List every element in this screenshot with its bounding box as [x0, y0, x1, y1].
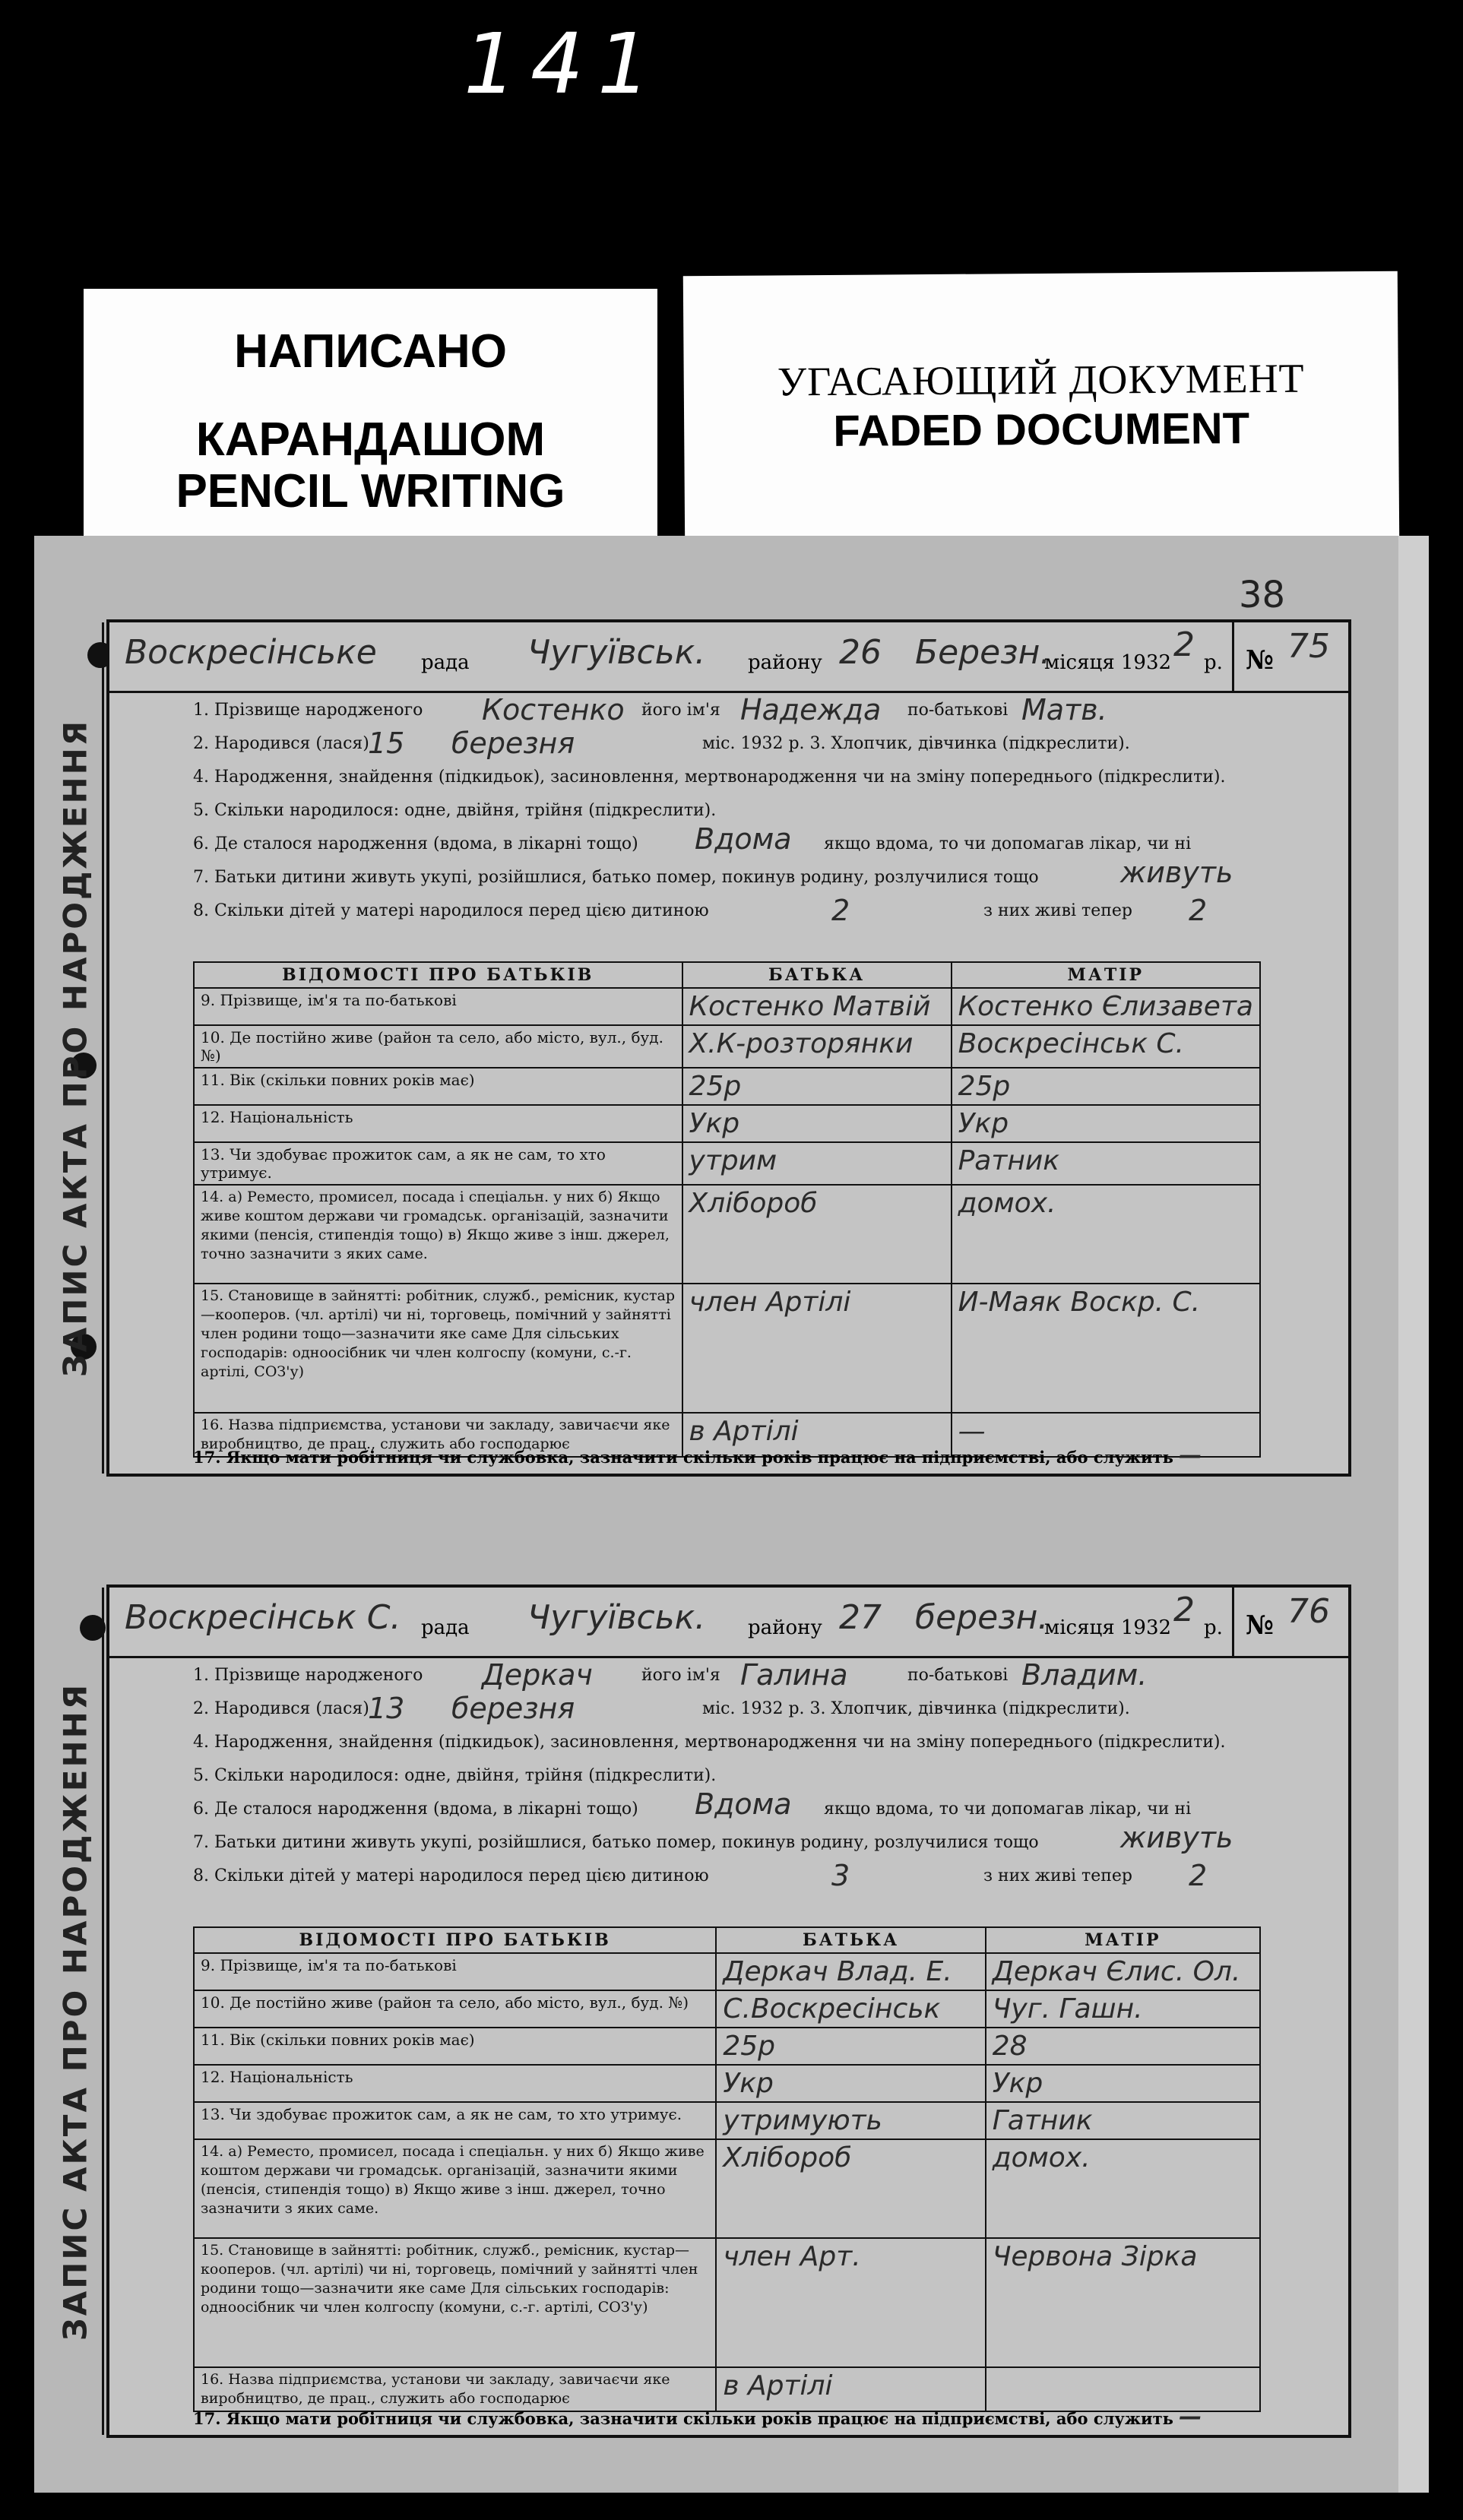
row-label: 10. Де постійно живе (район та село, або місто, вул., буд. №) [194, 1025, 682, 1068]
mother-support: Гатник [986, 2102, 1260, 2139]
day: 26 [839, 633, 882, 672]
row-label: 15. Становище в зайнятті: робітник, служб., ремісник, кустар—кооперов. (чл. артілі) чи ні, торговець, помічний у зайнятті член родини тощо—зазначити яке саме Для сільських господарів: одноосібник чи член колгоспу (комуни, с.-г. артілі, СОЗ'у) [194, 2238, 716, 2367]
mother-status: И-Маяк Воскр. С. [952, 1284, 1260, 1413]
q4-label: 4. Народження, знайдення (підкидьок), засиновлення, мертвонародження чи на зміну попереднього (підкреслити). [193, 1733, 1226, 1752]
mother-name: Деркач Єлис. Ол. [986, 1953, 1260, 1990]
record-header [109, 622, 1348, 693]
father-nationality: Укр [716, 2065, 985, 2102]
row-label: 12. Національність [194, 1105, 682, 1142]
birth-record [56, 1584, 1351, 2438]
record-header [109, 1588, 1348, 1658]
q4-line [109, 1725, 1348, 1759]
q7-line [109, 856, 1348, 894]
village: Воскресінське [125, 633, 377, 672]
q1-line [109, 1658, 1348, 1692]
r-label: р. [1204, 1616, 1223, 1639]
row-label: 9. Прізвище, ім'я та по-батькові [194, 1953, 716, 1990]
raion-value: Чугуївськ. [527, 633, 706, 672]
no-label: № [1246, 645, 1274, 676]
born-month: березня [451, 727, 575, 760]
record-number-box [1232, 622, 1348, 691]
q6-label: 6. Де сталося народження (вдома, в лікарні тощо) [193, 834, 638, 853]
year-digit: 2 [1173, 625, 1195, 664]
surname: Костенко [482, 693, 625, 727]
record-side-label: ЗАПИС АКТА ПРО НАРОДЖЕННЯ [49, 622, 104, 1474]
record-side-label: ЗАПИС АКТА ПРО НАРОДЖЕННЯ [49, 1588, 104, 2435]
card-line: PENCIL WRITING [176, 465, 565, 518]
row-label: 14. а) Реместо, промисел, посада і спеціальн. у них б) Якщо живе коштом держави чи громадськ. організацій, зазначити якими (пенсія, стипендія тощо) в) Якщо живе з інш. джерел, точно зазначити з яких саме. [194, 1185, 682, 1284]
patronymic: Владим. [1021, 1658, 1148, 1692]
q1-label: 1. Прізвище народженого [193, 1666, 423, 1685]
mother-years: — [1179, 1442, 1202, 1469]
born-day: 13 [368, 1692, 405, 1725]
th-father: БАТЬКА [682, 962, 952, 988]
q6b-label: якщо вдома, то чи допомагав лікар, чи ні [824, 1800, 1192, 1819]
q1b-label: його ім'я [641, 701, 720, 720]
q6-label: 6. Де сталося народження (вдома, в лікарні тощо) [193, 1800, 638, 1819]
card-line: FADED DOCUMENT [833, 404, 1250, 456]
q8-label: 8. Скільки дітей у матері народилося перед цією дитиною [193, 901, 709, 920]
mother-occupation: домох. [986, 2139, 1260, 2238]
raion-value: Чугуївськ. [527, 1598, 706, 1637]
row-label: 13. Чи здобуває прожиток сам, а як не сам, то хто утримує. [194, 2102, 716, 2139]
q2-label: 2. Народився (лася) [193, 1699, 369, 1718]
record-number-box [1232, 1588, 1348, 1656]
q1b-label: його ім'я [641, 1666, 720, 1685]
pencil-writing-card [84, 289, 657, 540]
q8-line [109, 1859, 1348, 1892]
th-father: БАТЬКА [716, 1927, 985, 1953]
q7-label: 7. Батьки дитини живуть укупі, розійшлися, батько помер, покинув родину, розлучилися тощо [193, 1833, 1039, 1852]
card-line: КАРАНДАШОМ [195, 413, 546, 466]
q2-line [109, 1692, 1348, 1725]
row-label: 10. Де постійно живе (район та село, або місто, вул., буд. №) [194, 1990, 716, 2028]
row-label: 15. Становище в зайнятті: робітник, служб., ремісник, кустар—кооперов. (чл. артілі) чи ні, торговець, помічний у зайнятті член родини тощо—зазначити яке саме Для сільських господарів: одноосібник чи член колгоспу (комуни, с.-г. артілі, СОЗ'у) [194, 1284, 682, 1413]
birth-place: Вдома [695, 1787, 792, 1821]
father-nationality: Укр [682, 1105, 952, 1142]
q2b-label: міс. 1932 р. 3. Хлопчик, дівчинка (підкреслити). [702, 734, 1130, 753]
q17-label: 17. Якщо мати робітниця чи службовка, зазначити скільки років працює на підприємстві, або служить [193, 2409, 1173, 2428]
children-before: 3 [831, 1859, 850, 1892]
father-age: 25р [682, 1068, 952, 1105]
mother-age: 28 [986, 2028, 1260, 2065]
sheet-edge [1398, 536, 1429, 2493]
rada-label: рада [421, 1616, 470, 1639]
r-label: р. [1204, 651, 1223, 674]
mother-address: Чуг. Гашн. [986, 1990, 1260, 2028]
mother-workplace: — [952, 1413, 1260, 1457]
q8b-label: з них живі тепер [983, 1866, 1132, 1885]
month: березн. [915, 1598, 1049, 1637]
parents-status: живуть [1120, 856, 1233, 889]
father-status: член Артілі [682, 1284, 952, 1413]
mother-years: — [1179, 2404, 1202, 2430]
no-label: № [1246, 1610, 1274, 1641]
born-day: 15 [368, 727, 405, 760]
q2b-label: міс. 1932 р. 3. Хлопчик, дівчинка (підкреслити). [702, 1699, 1130, 1718]
record-number: 75 [1287, 627, 1330, 666]
children-before: 2 [831, 894, 850, 927]
row-label: 16. Назва підприємства, установи чи закладу, завичаєчи яке виробництво, де прац., служить або господарює [194, 1413, 682, 1457]
birth-record [56, 619, 1351, 1477]
father-address: Х.К-розторянки [682, 1025, 952, 1068]
month: Березн. [915, 633, 1051, 672]
q17-line [193, 2404, 1202, 2430]
mother-support: Ратник [952, 1142, 1260, 1185]
q4-line [109, 760, 1348, 793]
q1c-label: по-батькові [907, 701, 1009, 720]
father-occupation: Хлібороб [716, 2139, 985, 2238]
q1-line [109, 693, 1348, 727]
q7-label: 7. Батьки дитини живуть укупі, розійшлися, батько помер, покинув родину, розлучилися тощо [193, 868, 1039, 887]
surname: Деркач [482, 1658, 593, 1692]
th-info: ВІДОМОСТІ ПРО БАТЬКІВ [194, 1927, 716, 1953]
record-number: 76 [1287, 1592, 1330, 1631]
th-info: ВІДОМОСТІ ПРО БАТЬКІВ [194, 962, 682, 988]
row-label: 11. Вік (скільки повних років має) [194, 1068, 682, 1105]
father-name: Костенко Матвій [682, 988, 952, 1025]
father-name: Деркач Влад. Е. [716, 1953, 985, 1990]
given-name: Галина [740, 1658, 848, 1692]
q2-label: 2. Народився (лася) [193, 734, 369, 753]
page-number: 38 [1239, 574, 1286, 616]
row-label: 14. а) Реместо, промисел, посада і спеціальн. у них б) Якщо живе коштом держави чи громадськ. організацій, зазначити якими (пенсія, стипендія тощо) в) Якщо живе з інш. джерел, точно зазначити з яких саме. [194, 2139, 716, 2238]
father-workplace: в Артілі [716, 2367, 985, 2411]
village: Воскресінськ С. [125, 1598, 401, 1637]
born-month: березня [451, 1692, 575, 1725]
given-name: Надежда [740, 693, 882, 727]
row-label: 11. Вік (скільки повних років має) [194, 2028, 716, 2065]
day: 27 [839, 1598, 882, 1637]
father-occupation: Хлібороб [682, 1185, 952, 1284]
q17-line [193, 1442, 1202, 1469]
q4-label: 4. Народження, знайдення (підкидьок), засиновлення, мертвонародження чи на зміну попереднього (підкреслити). [193, 768, 1226, 787]
parents-table [193, 961, 1261, 1458]
row-label: 9. Прізвище, ім'я та по-батькові [194, 988, 682, 1025]
mother-nationality: Укр [952, 1105, 1260, 1142]
q8-line [109, 894, 1348, 927]
mother-address: Воскресінськ С. [952, 1025, 1260, 1068]
father-address: С.Воскресінськ [716, 1990, 985, 2028]
father-support: утрим [682, 1142, 952, 1185]
faded-document-card [683, 271, 1399, 546]
parents-table [193, 1926, 1261, 2412]
row-label: 13. Чи здобуває прожиток сам, а як не сам, то хто утримує. [194, 1142, 682, 1185]
children-alive: 2 [1189, 1859, 1208, 1892]
mother-status: Червона Зірка [986, 2238, 1260, 2367]
father-workplace: в Артілі [682, 1413, 952, 1457]
q7-line [109, 1821, 1348, 1859]
card-line: НАПИСАНО [234, 325, 507, 378]
q17-label: 17. Якщо мати робітниця чи службовка, зазначити скільки років працює на підприємстві, або служить [193, 1448, 1173, 1467]
father-age: 25р [716, 2028, 985, 2065]
mother-age: 25р [952, 1068, 1260, 1105]
mother-nationality: Укр [986, 2065, 1260, 2102]
month-label: місяця 1932 [1044, 651, 1172, 674]
row-label: 16. Назва підприємства, установи чи закладу, завичаєчи яке виробництво, де прац., служить або господарює [194, 2367, 716, 2411]
q6b-label: якщо вдома, то чи допомагав лікар, чи ні [824, 834, 1192, 853]
card-line: УГАСАЮЩИЙ ДОКУМЕНТ [777, 355, 1305, 405]
row-label: 12. Національність [194, 2065, 716, 2102]
q1-label: 1. Прізвище народженого [193, 701, 423, 720]
frame-number: 141 [464, 15, 664, 112]
father-support: утримують [716, 2102, 985, 2139]
patronymic: Матв. [1021, 693, 1107, 727]
q5-label: 5. Скільки народилося: одне, двійня, трійня (підкреслити). [193, 801, 717, 820]
birth-place: Вдома [695, 822, 792, 856]
th-mother: МАТІР [952, 962, 1260, 988]
rada-label: рада [421, 651, 470, 674]
q8b-label: з них живі тепер [983, 901, 1132, 920]
father-status: член Арт. [716, 2238, 985, 2367]
month-label: місяця 1932 [1044, 1616, 1172, 1639]
raion-label: району [748, 1616, 822, 1639]
mother-occupation: домох. [952, 1185, 1260, 1284]
q8-label: 8. Скільки дітей у матері народилося перед цією дитиною [193, 1866, 709, 1885]
mother-name: Костенко Єлизавета [952, 988, 1260, 1025]
q5-label: 5. Скільки народилося: одне, двійня, трійня (підкреслити). [193, 1766, 717, 1785]
q1c-label: по-батькові [907, 1666, 1009, 1685]
year-digit: 2 [1173, 1591, 1195, 1629]
children-alive: 2 [1189, 894, 1208, 927]
th-mother: МАТІР [986, 1927, 1260, 1953]
q2-line [109, 727, 1348, 760]
raion-label: району [748, 651, 822, 674]
parents-status: живуть [1120, 1821, 1233, 1854]
